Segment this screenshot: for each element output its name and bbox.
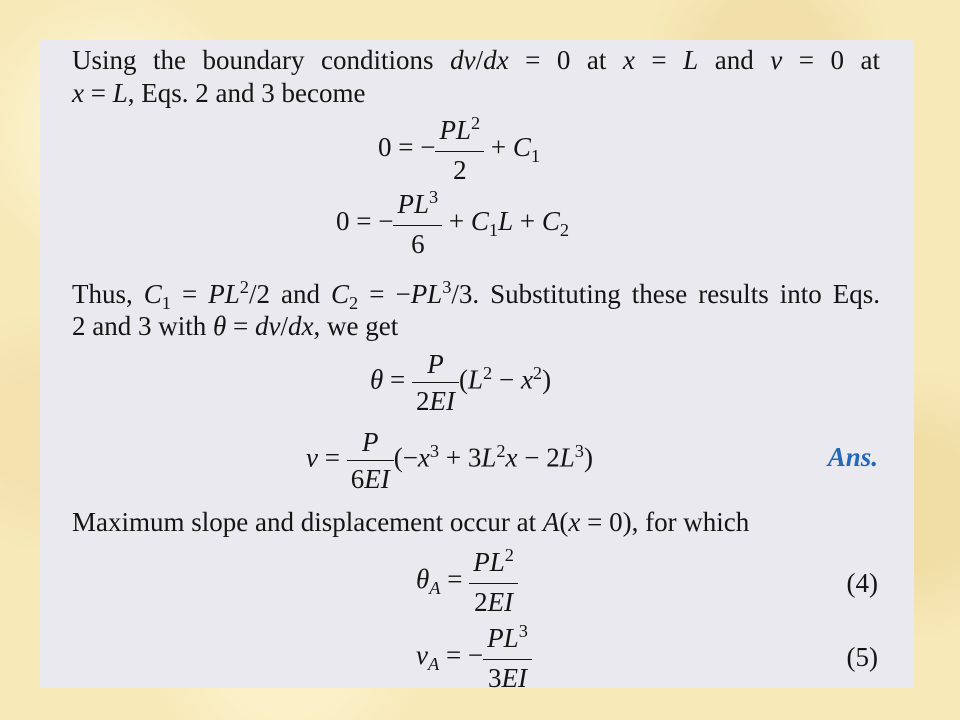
equation-2: 0 = − $\frac{PL^3}{6}$ + $C_1L + C_2$ [336, 186, 570, 259]
equation-slope: θ = $\frac{P}{2EI}$ $(L^2 - x^2)$ [370, 346, 551, 419]
equation-deflection: v = $\frac{P}{6EI}$ $(-x^3 + 3L^2x - 2L^3)$ [306, 424, 593, 497]
equation-max-slope: $\theta_A$ = $\frac{PL^2}{2EI}$ [416, 544, 518, 620]
equation-max-deflection: $v_A$ = − $\frac{PL^3}{3EI}$ [416, 620, 532, 696]
content-panel [40, 40, 914, 693]
equation-tag-5: (5) [846, 642, 878, 672]
paragraph-maximum: Maximum slope and displacement occur at A(x = 0), for which [72, 507, 750, 537]
paragraph-thus-cont: 2 and 3 with θ = dv/dx, we get [72, 311, 399, 341]
equation-tag-4: (4) [846, 568, 878, 598]
answer-label: Ans. [827, 442, 878, 472]
equation-1: 0 = − $\frac{PL^2}{2}$ + $C_1$ [378, 112, 541, 185]
paragraph-thus: Thus, $C_1 = PL^2/2$ and $C_2 = -PL^3/3$. Substituting these results into Eqs. [72, 276, 880, 313]
paragraph-boundary-conditions-cont: x = L, Eqs. 2 and 3 become [72, 78, 366, 108]
paragraph-boundary-conditions: Using the boundary conditions dv/dx = 0 at x = L and v = 0 at [72, 45, 881, 75]
